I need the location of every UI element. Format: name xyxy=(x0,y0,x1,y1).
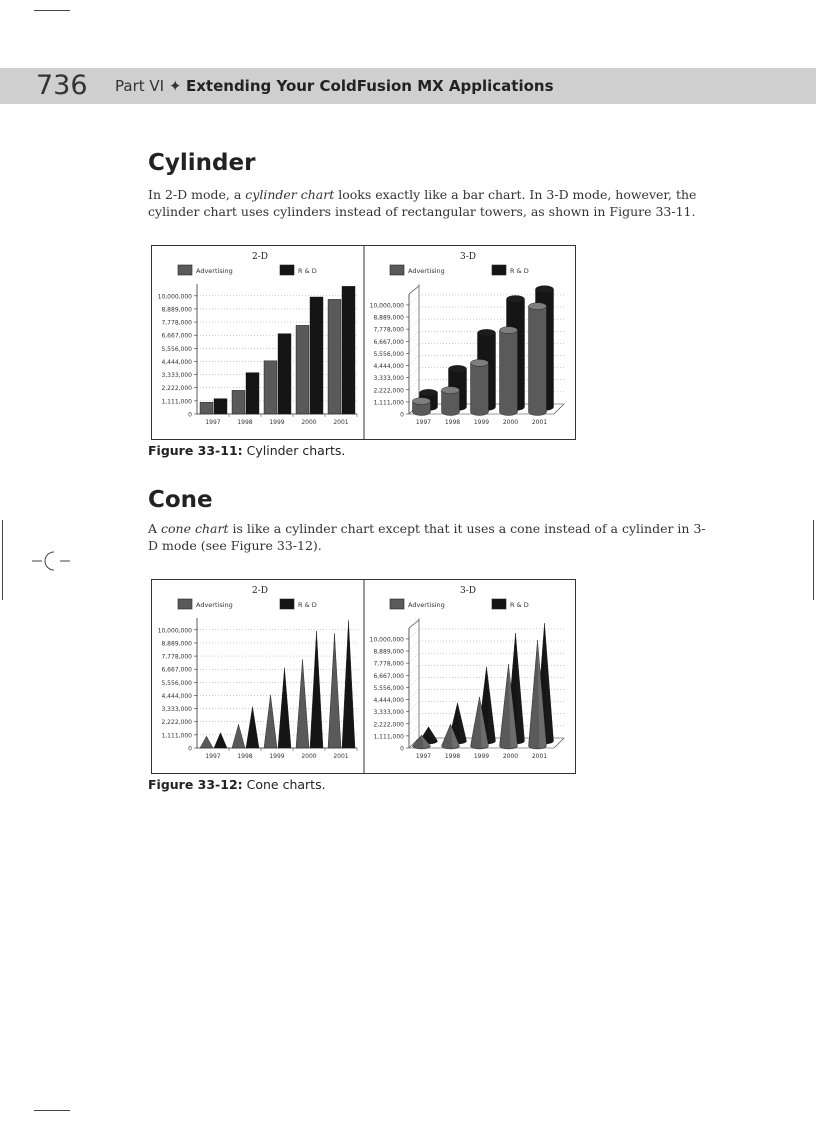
legend-label-advertising: Advertising xyxy=(408,601,445,609)
y-tick-label: 1,111,000 xyxy=(373,733,404,741)
gridline-depth xyxy=(409,356,419,366)
x-tick-label: 1997 xyxy=(415,753,432,760)
cone-advertising xyxy=(232,724,245,748)
y-tick-label: 6,667,000 xyxy=(161,666,192,674)
chart-title: 3-D xyxy=(460,252,476,262)
x-tick-label: 1998 xyxy=(444,419,461,426)
legend-label-advertising: Advertising xyxy=(196,267,233,275)
legend-label-rd: R & D xyxy=(298,267,317,275)
legend-swatch-advertising xyxy=(390,599,404,609)
registration-mark-icon xyxy=(30,548,72,574)
back-wall-edge xyxy=(409,284,419,414)
y-tick-label: 8,889,000 xyxy=(161,306,192,314)
cone-advertising xyxy=(296,659,309,748)
y-tick-label: 2,222,000 xyxy=(161,719,192,727)
y-tick-label: 4,444,000 xyxy=(161,358,192,366)
legend-label-advertising: Advertising xyxy=(408,267,445,275)
chart-title: 3-D xyxy=(460,586,476,596)
bar-rd xyxy=(214,399,227,414)
y-tick-label: 2,222,000 xyxy=(373,721,404,729)
bar-advertising xyxy=(296,325,309,414)
cylinder-rd-top xyxy=(478,329,496,336)
bar-advertising xyxy=(264,361,277,414)
axis-depth-top xyxy=(409,620,419,628)
crop-mark-right xyxy=(813,520,814,600)
legend-swatch-advertising xyxy=(390,265,404,275)
gridline-depth xyxy=(409,307,419,317)
y-tick-label: 10,000,000 xyxy=(157,627,192,635)
y-tick-label: 6,667,000 xyxy=(161,332,192,340)
chapter-title: Extending Your ColdFusion MX Applications xyxy=(186,77,554,95)
crop-mark-top xyxy=(34,10,70,11)
y-tick-label: 2,222,000 xyxy=(161,385,192,393)
y-tick-label: 3,333,000 xyxy=(161,372,192,380)
x-tick-label: 1999 xyxy=(269,753,285,760)
x-tick-label: 2001 xyxy=(333,753,349,760)
y-tick-label: 8,889,000 xyxy=(373,648,404,656)
section-heading-cone: Cone xyxy=(148,487,213,513)
gridline-depth xyxy=(409,295,419,305)
y-tick-label: 10,000,000 xyxy=(157,293,192,301)
y-tick-label: 2,222,000 xyxy=(373,387,404,395)
y-tick-label: 0 xyxy=(188,745,192,753)
y-tick-label: 0 xyxy=(188,411,192,419)
y-tick-label: 10,000,000 xyxy=(369,302,404,310)
section-heading-cylinder: Cylinder xyxy=(148,150,256,176)
cylinder-advertising xyxy=(529,306,547,415)
cylinder-advertising xyxy=(471,363,489,416)
gridline-depth xyxy=(409,653,419,663)
y-tick-label: 5,556,000 xyxy=(161,345,192,353)
bar-rd xyxy=(246,373,259,414)
gridline-depth xyxy=(409,702,419,712)
y-tick-label: 1,111,000 xyxy=(161,398,192,406)
x-tick-label: 2001 xyxy=(531,753,548,760)
legend-swatch-rd xyxy=(492,599,506,609)
part-label: Part VI ✦ xyxy=(115,77,182,95)
x-tick-label: 1997 xyxy=(205,753,221,760)
cylinder-rd-top xyxy=(420,389,438,396)
figure-33-11 xyxy=(151,245,576,440)
axis-depth-top xyxy=(409,286,419,294)
y-tick-label: 7,778,000 xyxy=(161,653,192,661)
cylinder-advertising-top xyxy=(529,303,547,310)
y-tick-label: 4,444,000 xyxy=(373,363,404,371)
cone-charts xyxy=(152,580,575,773)
paragraph-cylinder: In 2-D mode, a cylinder chart looks exactly like a bar chart. In 3-D mode, however, the cylinder chart uses cylinders instead of rectangular towers, as shown in Figure 33-11. xyxy=(148,187,697,219)
x-tick-label: 1998 xyxy=(444,753,461,760)
cylinder-advertising-top xyxy=(471,359,489,366)
cone-rd xyxy=(278,668,291,748)
cylinder-rd-top xyxy=(536,286,554,293)
y-tick-label: 10,000,000 xyxy=(369,636,404,644)
bar-advertising xyxy=(200,402,213,414)
y-tick-label: 7,778,000 xyxy=(373,326,404,334)
legend-label-rd: R & D xyxy=(298,601,317,609)
x-tick-label: 2001 xyxy=(531,419,548,426)
gridline-depth xyxy=(409,319,419,329)
cone-advertising xyxy=(200,736,213,748)
y-tick-label: 5,556,000 xyxy=(373,684,404,692)
chart-title: 2-D xyxy=(252,586,268,596)
x-tick-label: 1998 xyxy=(237,753,253,760)
legend-label-rd: R & D xyxy=(510,601,529,609)
y-tick-label: 0 xyxy=(400,745,404,753)
gridline-depth xyxy=(409,629,419,639)
figure-caption-33-11: Figure 33-11: Cylinder charts. xyxy=(148,443,346,458)
cylinder-rd-top xyxy=(449,365,467,372)
paragraph-cone: A cone chart is like a cylinder chart except that it uses a cone instead of a cylinder in 3-D mode (see Figure 33-12). xyxy=(148,521,706,553)
figure-caption-33-12: Figure 33-12: Cone charts. xyxy=(148,777,326,792)
page-number: 736 xyxy=(36,70,88,101)
y-tick-label: 4,444,000 xyxy=(373,697,404,705)
y-tick-label: 7,778,000 xyxy=(373,660,404,668)
cylinder-advertising-top xyxy=(413,398,431,405)
cylinder-advertising xyxy=(442,390,460,415)
y-tick-label: 1,111,000 xyxy=(161,732,192,740)
bar-advertising xyxy=(232,390,245,414)
cylinder-advertising xyxy=(500,330,518,415)
x-tick-label: 1999 xyxy=(473,419,490,426)
cone-rd xyxy=(342,620,355,748)
diamond-icon: ✦ xyxy=(168,77,182,95)
y-tick-label: 3,333,000 xyxy=(373,709,404,717)
legend-label-advertising: Advertising xyxy=(196,601,233,609)
cylinder-advertising-top xyxy=(500,327,518,334)
gridline-depth xyxy=(409,641,419,651)
x-tick-label: 1999 xyxy=(473,753,490,760)
gridline-depth xyxy=(409,726,419,736)
cone-rd xyxy=(310,631,323,748)
chart-title: 2-D xyxy=(252,252,268,262)
gridline-depth xyxy=(409,368,419,378)
y-tick-label: 8,889,000 xyxy=(373,314,404,322)
legend-swatch-rd xyxy=(492,265,506,275)
y-tick-label: 7,778,000 xyxy=(161,319,192,327)
x-tick-label: 2000 xyxy=(301,419,317,426)
legend-swatch-advertising xyxy=(178,265,192,275)
y-tick-label: 5,556,000 xyxy=(161,679,192,687)
y-tick-label: 8,889,000 xyxy=(161,640,192,648)
legend-swatch-rd xyxy=(280,265,294,275)
gridline-depth xyxy=(409,690,419,700)
x-tick-label: 2001 xyxy=(333,419,349,426)
cone-rd xyxy=(246,707,259,748)
back-wall-edge xyxy=(409,618,419,748)
y-tick-label: 0 xyxy=(400,411,404,419)
gridline-depth xyxy=(409,714,419,724)
y-tick-label: 5,556,000 xyxy=(373,350,404,358)
x-tick-label: 2000 xyxy=(301,753,317,760)
figure-33-12 xyxy=(151,579,576,774)
x-tick-label: 2000 xyxy=(502,419,519,426)
bar-rd xyxy=(310,297,323,414)
cone-advertising xyxy=(328,633,341,748)
x-tick-label: 1997 xyxy=(415,419,432,426)
bar-advertising xyxy=(328,299,341,414)
y-tick-label: 1,111,000 xyxy=(373,399,404,407)
cylinder-advertising-top xyxy=(442,387,460,394)
cylinder-rd-top xyxy=(507,296,525,303)
legend-label-rd: R & D xyxy=(510,267,529,275)
y-tick-label: 4,444,000 xyxy=(161,692,192,700)
x-tick-label: 1998 xyxy=(237,419,253,426)
y-tick-label: 6,667,000 xyxy=(373,338,404,346)
y-tick-label: 3,333,000 xyxy=(373,375,404,383)
x-tick-label: 1997 xyxy=(205,419,221,426)
crop-mark-bottom xyxy=(34,1110,70,1111)
running-header xyxy=(0,68,816,104)
y-tick-label: 3,333,000 xyxy=(161,706,192,714)
gridline-depth xyxy=(409,665,419,675)
bar-rd xyxy=(342,286,355,414)
bar-rd xyxy=(278,334,291,414)
gridline-depth xyxy=(409,331,419,341)
cylinder-charts xyxy=(152,246,575,439)
x-tick-label: 2000 xyxy=(502,753,519,760)
legend-swatch-rd xyxy=(280,599,294,609)
legend-swatch-advertising xyxy=(178,599,192,609)
gridline-depth xyxy=(409,343,419,353)
gridline-depth xyxy=(409,380,419,390)
y-tick-label: 6,667,000 xyxy=(373,672,404,680)
x-tick-label: 1999 xyxy=(269,419,285,426)
cone-advertising xyxy=(264,695,277,748)
gridline-depth xyxy=(409,677,419,687)
crop-mark-left xyxy=(2,520,3,600)
